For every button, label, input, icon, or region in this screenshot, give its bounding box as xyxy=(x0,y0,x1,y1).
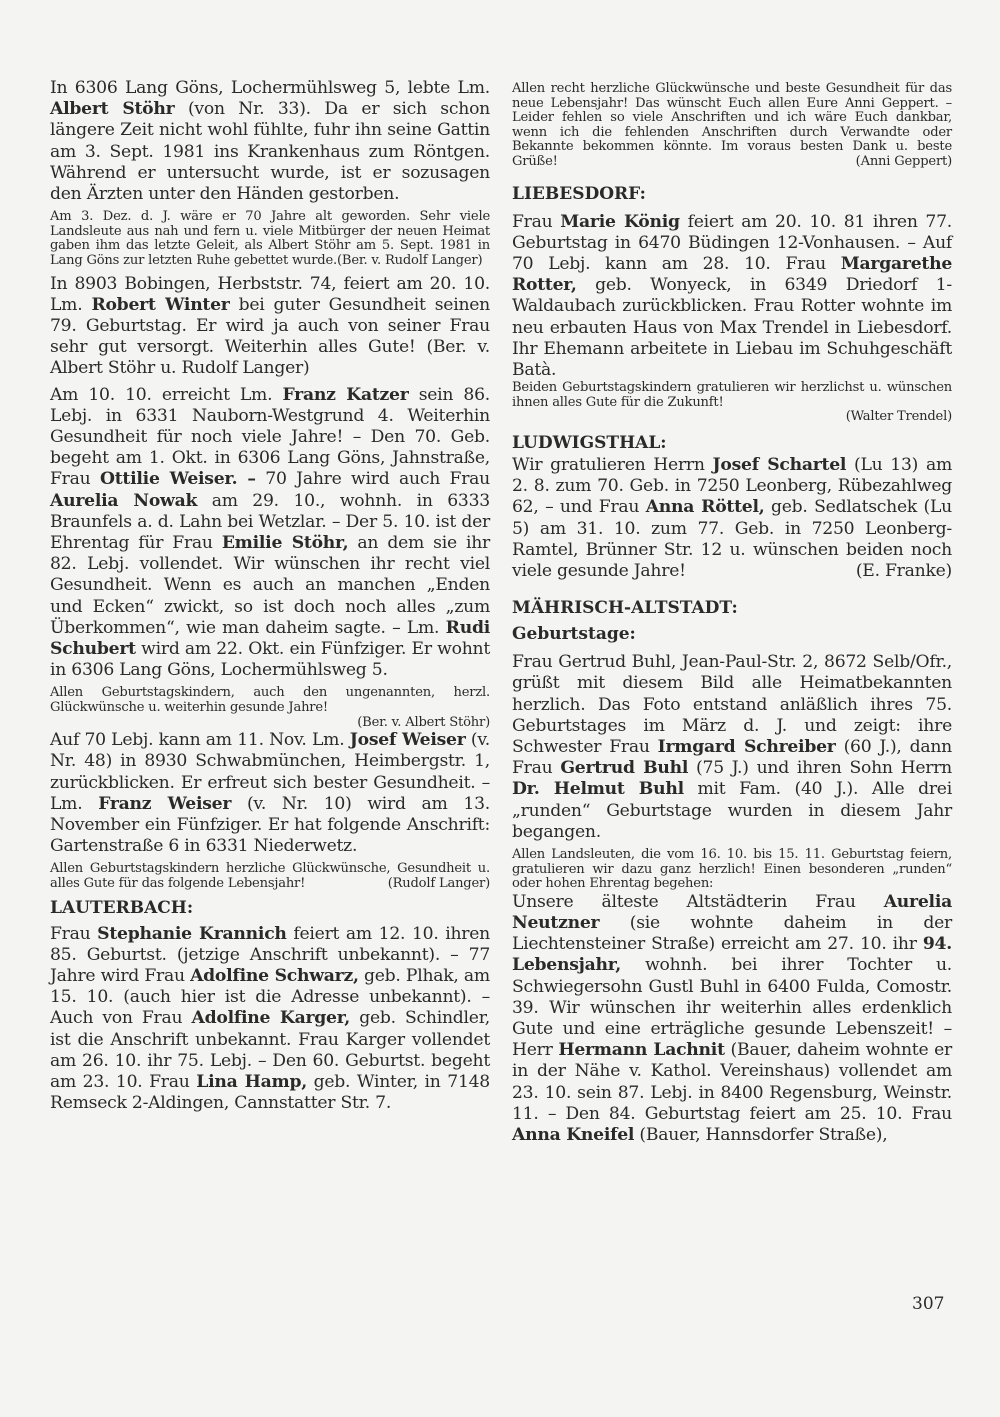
person-name: Marie König xyxy=(560,211,680,232)
subheading-geburtstage: Geburtstage: xyxy=(512,624,636,645)
article-lauterbach: Frau Stephanie Krannich feiert am 12. 10. ihren 85. Geburtst. (jetzige Anschrift unbekannt). – 77 Jahre wird Frau Adolfine Schwarz, geb. Plhak, am 15. 10. (auch hier ist die Adresse unbekannt). – Auch von Frau Adolfine Karger, geb. Schindler, ist die Anschrift unbekannt. Frau Karger vollendet am 26. 10. ihr 75. Lebj. – Den 60. Geburtst. begeht am 23. 10. Frau Lina Hamp, geb. Winter, in 7148 Remseck 2-Aldingen, Cannstatter Str. 7. xyxy=(50,923,491,1114)
person-name: Anna Kneifel xyxy=(512,1125,635,1146)
person-name: Rudi Schubert xyxy=(50,617,490,660)
article-weiser: Auf 70 Lebj. kann am 11. Nov. Lm. Josef Weiser (v. Nr. 48) in 8930 Schwabmünchen, Heimbergstr. 1, zurückblicken. Er erfreut sich bester Gesundheit. – Lm. Franz Weiser (v. Nr. 10) wird am 13. November ein Fünfziger. Er hat folgende Anschrift: Gartenstraße 6 in 6331 Niederwetz. xyxy=(50,730,490,857)
person-name: Aurelia Nowak xyxy=(50,490,198,511)
greeting-note: Beiden Geburtstagskindern gratulieren wir herzlichst u. wünschen ihnen alles Gute für die Zukunft! (Walter Trendel) xyxy=(512,380,952,425)
person-name: Dr. Helmut Buhl xyxy=(512,779,684,800)
person-name: Robert Winter xyxy=(91,294,230,315)
greeting-note: Allen Landsleuten, die vom 16. 10. bis 15. 11. Geburtstag feiern, gratulieren wir dazu ganz herzlich! Einen besonderen „runden“ oder hohen Ehrentag begehen: xyxy=(512,847,952,892)
signature: (Ber. v. Rudolf Langer) xyxy=(336,253,483,268)
greeting-note: Allen Geburtstagskindern herzliche Glückwünsche, Gesundheit u. alles Gute für das folgende Lebensjahr! (Rudolf Langer) xyxy=(50,861,490,892)
article-albert-stoehr: In 6306 Lang Göns, Lochermühlsweg 5, lebte Lm. Albert Stöhr (von Nr. 33). Da er sich schon längere Zeit nicht wohl fühlte, fuhr ihn seine Gattin am 3. Sept. 1981 ins Krankenhaus zum Röntgen. Während er untersucht wurde, ist er sozusagen den Ärzten unter den Händen gestorben. xyxy=(50,78,490,205)
signature: (E. Franke) xyxy=(855,560,952,581)
person-name: 94. Lebensjahr, xyxy=(512,934,952,976)
article-liebesdorf: Frau Marie König feiert am 20. 10. 81 ihren 77. Geburtstag in 6470 Büdingen 12-Vonhausen. – Auf 70 Lebj. kann am 28. 10. Frau Margarethe Rotter, geb. Wonyeck, in 6349 Driedorf 1-Waldaubach zurückblicken. Frau Rotter wohnte im neu erbauten Haus von Max Trendel in Liebesdorf. Ihr Ehemann arbeitete in Liebau im Schuhgeschäft Batà. xyxy=(512,211,953,380)
signature: (Walter Trendel) xyxy=(845,409,952,425)
person-name: Adolfine Schwarz, xyxy=(190,966,359,987)
section-heading-ludwigsthal: LUDWIGSTHAL: xyxy=(512,432,667,453)
person-name: Aurelia Neutzner xyxy=(512,891,952,933)
left-column xyxy=(50,78,490,1114)
person-name: Margarethe Rotter, xyxy=(512,253,952,296)
signature: (Anni Geppert) xyxy=(855,153,952,169)
section-heading-liebesdorf: LIEBESDORF: xyxy=(512,183,646,204)
signature: (Rudolf Langer) xyxy=(387,876,490,892)
person-name: Gertrud Buhl xyxy=(560,758,689,779)
person-name: Josef Schartel xyxy=(712,454,847,475)
person-name: Franz Katzer xyxy=(282,384,409,405)
person-name: Ottilie Weiser. – xyxy=(100,469,256,490)
section-heading-lauterbach: LAUTERBACH: xyxy=(50,897,194,918)
person-name: Anna Röttel, xyxy=(645,497,765,518)
article-birthdays-lang-goens: Am 10. 10. erreicht Lm. Franz Katzer sein 86. Lebj. in 6331 Nauborn-Westgrund 4. Weiterhin Gesundheit für noch viele Jahre! – Den 70. Geb. begeht am 1. Okt. in 6306 Lang Göns, Jahnstraße, Frau Ottilie Weiser. – 70 Jahre wird auch Frau Aurelia Nowak am 29. 10., wohnh. in 6333 Braunfels a. d. Lahn bei Wetzlar. – Der 5. 10. ist der Ehrentag für Frau Emilie Stöhr, an dem sie ihr 82. Lebj. vollendet. Wir wünschen ihr recht viel Gesundheit. Wenn es auch an manchen „Enden und Ecken“ zwickt, so ist doch noch alles „zum Überkommen“, wie man daheim sagte. – Lm. Rudi Schubert wird am 22. Okt. ein Fünfziger. Er wohnt in 6306 Lang Göns, Lochermühlsweg 5. xyxy=(50,384,491,681)
greeting-note: Allen Geburtstagskindern, auch den ungenannten, herzl. Glückwünsche u. weiterhin gesunde Jahre! (Ber. v. Albert Stöhr) xyxy=(50,685,490,730)
person-name: Albert Stöhr xyxy=(50,99,175,120)
person-name: Josef Weiser xyxy=(349,730,466,751)
person-name: Hermann Lachnit xyxy=(558,1040,725,1061)
signature: (Ber. v. Albert Stöhr u. Rudolf Langer) xyxy=(50,337,490,379)
article-ludwigsthal: Wir gratulieren Herrn Josef Schartel (Lu 13) am 2. 8. zum 70. Geb. in 7250 Leonberg, Rübezahlweg 62, – und Frau Anna Röttel, geb. Sedlatschek (Lu 5) am 31. 10. zum 77. Geb. in 7250 Leonberg-Ramtel, Brünner Str. 12 u. wünschen beiden noch viele gesunde Jahre! (E. Franke) xyxy=(512,454,952,581)
person-name: Stephanie Krannich xyxy=(97,923,287,944)
section-heading-maehrisch-altstadt: MÄHRISCH-ALTSTADT: xyxy=(512,598,738,619)
person-name: Franz Weiser xyxy=(98,793,232,814)
person-name: Adolfine Karger, xyxy=(191,1008,351,1029)
right-column xyxy=(512,82,952,1146)
signature: (Ber. v. Albert Stöhr) xyxy=(357,714,490,730)
article-gertrud-buhl: Frau Gertrud Buhl, Jean-Paul-Str. 2, 8672 Selb/Ofr., grüßt mit diesem Bild alle Heimatbekannten herzlich. Das Foto entstand anläßlich ihres 75. Geburtstages im März d. J. und zeigt: ihre Schwester Frau Irmgard Schreiber (60 J.), dann Frau Gertrud Buhl (75 J.) und ihren Sohn Herrn Dr. Helmut Buhl mit Fam. (40 J.). Alle drei „runden“ Geburtstage wurden in diesem Jahr begangen. xyxy=(512,652,952,842)
page-number: 307 xyxy=(912,1294,945,1314)
greeting-note: Allen recht herzliche Glückwünsche und beste Gesundheit für das neue Lebensjahr! Das wünscht Euch allen Eure Anni Geppert. – Leider fehlen so viele Anschriften und ich wäre Euch dankbar, wenn ich die fehlenden Anschriften durch Verwandte oder Bekannte bekommen könnte. Im voraus besten Dank u. beste Grüße! (Anni Geppert) xyxy=(512,81,952,169)
person-name: Lina Hamp, xyxy=(196,1072,307,1093)
obituary-note: Am 3. Dez. d. J. wäre er 70 Jahre alt geworden. Sehr viele Landsleute aus nah und fern u. viele Mitbürger der neuen Heimat gaben ihm das letzte Geleit, als Albert Stöhr am 5. Sept. 1981 in Lang Göns zur letzten Ruhe gebettet wurde.(Ber. v. Rudolf Langer) xyxy=(50,209,490,268)
article-maehrisch-birthdays: Unsere älteste Altstädterin Frau Aurelia Neutzner (sie wohnte daheim in der Liechtensteiner Straße) erreicht am 27. 10. ihr 94. Lebensjahr, wohnh. bei ihrer Tochter u. Schwiegersohn Gustl Buhl in 6400 Fulda, Comostr. 39. Wir wünschen ihr weiterhin alles erdenklich Gute und eine erträgliche gesunde Lebenszeit! – Herr Hermann Lachnit (Bauer, daheim wohnte er in der Nähe v. Kathol. Vereinshaus) vollendet am 23. 10. sein 87. Lebj. in 8400 Regensburg, Weinstr. 11. – Den 84. Geburtstag feiert am 25. 10. Frau Anna Kneifel (Bauer, Hannsdorfer Straße), xyxy=(512,891,953,1146)
person-name: Irmgard Schreiber xyxy=(657,737,836,757)
person-name: Emilie Stöhr, xyxy=(221,533,349,554)
article-robert-winter: In 8903 Bobingen, Herbststr. 74, feiert am 20. 10. Lm. Robert Winter bei guter Gesundheit seinen 79. Geburtstag. Er wird ja auch von seiner Frau sehr gut versorgt. Weiterhin alles Gute! (Ber. v. Albert Stöhr u. Rudolf Langer) xyxy=(50,273,491,379)
